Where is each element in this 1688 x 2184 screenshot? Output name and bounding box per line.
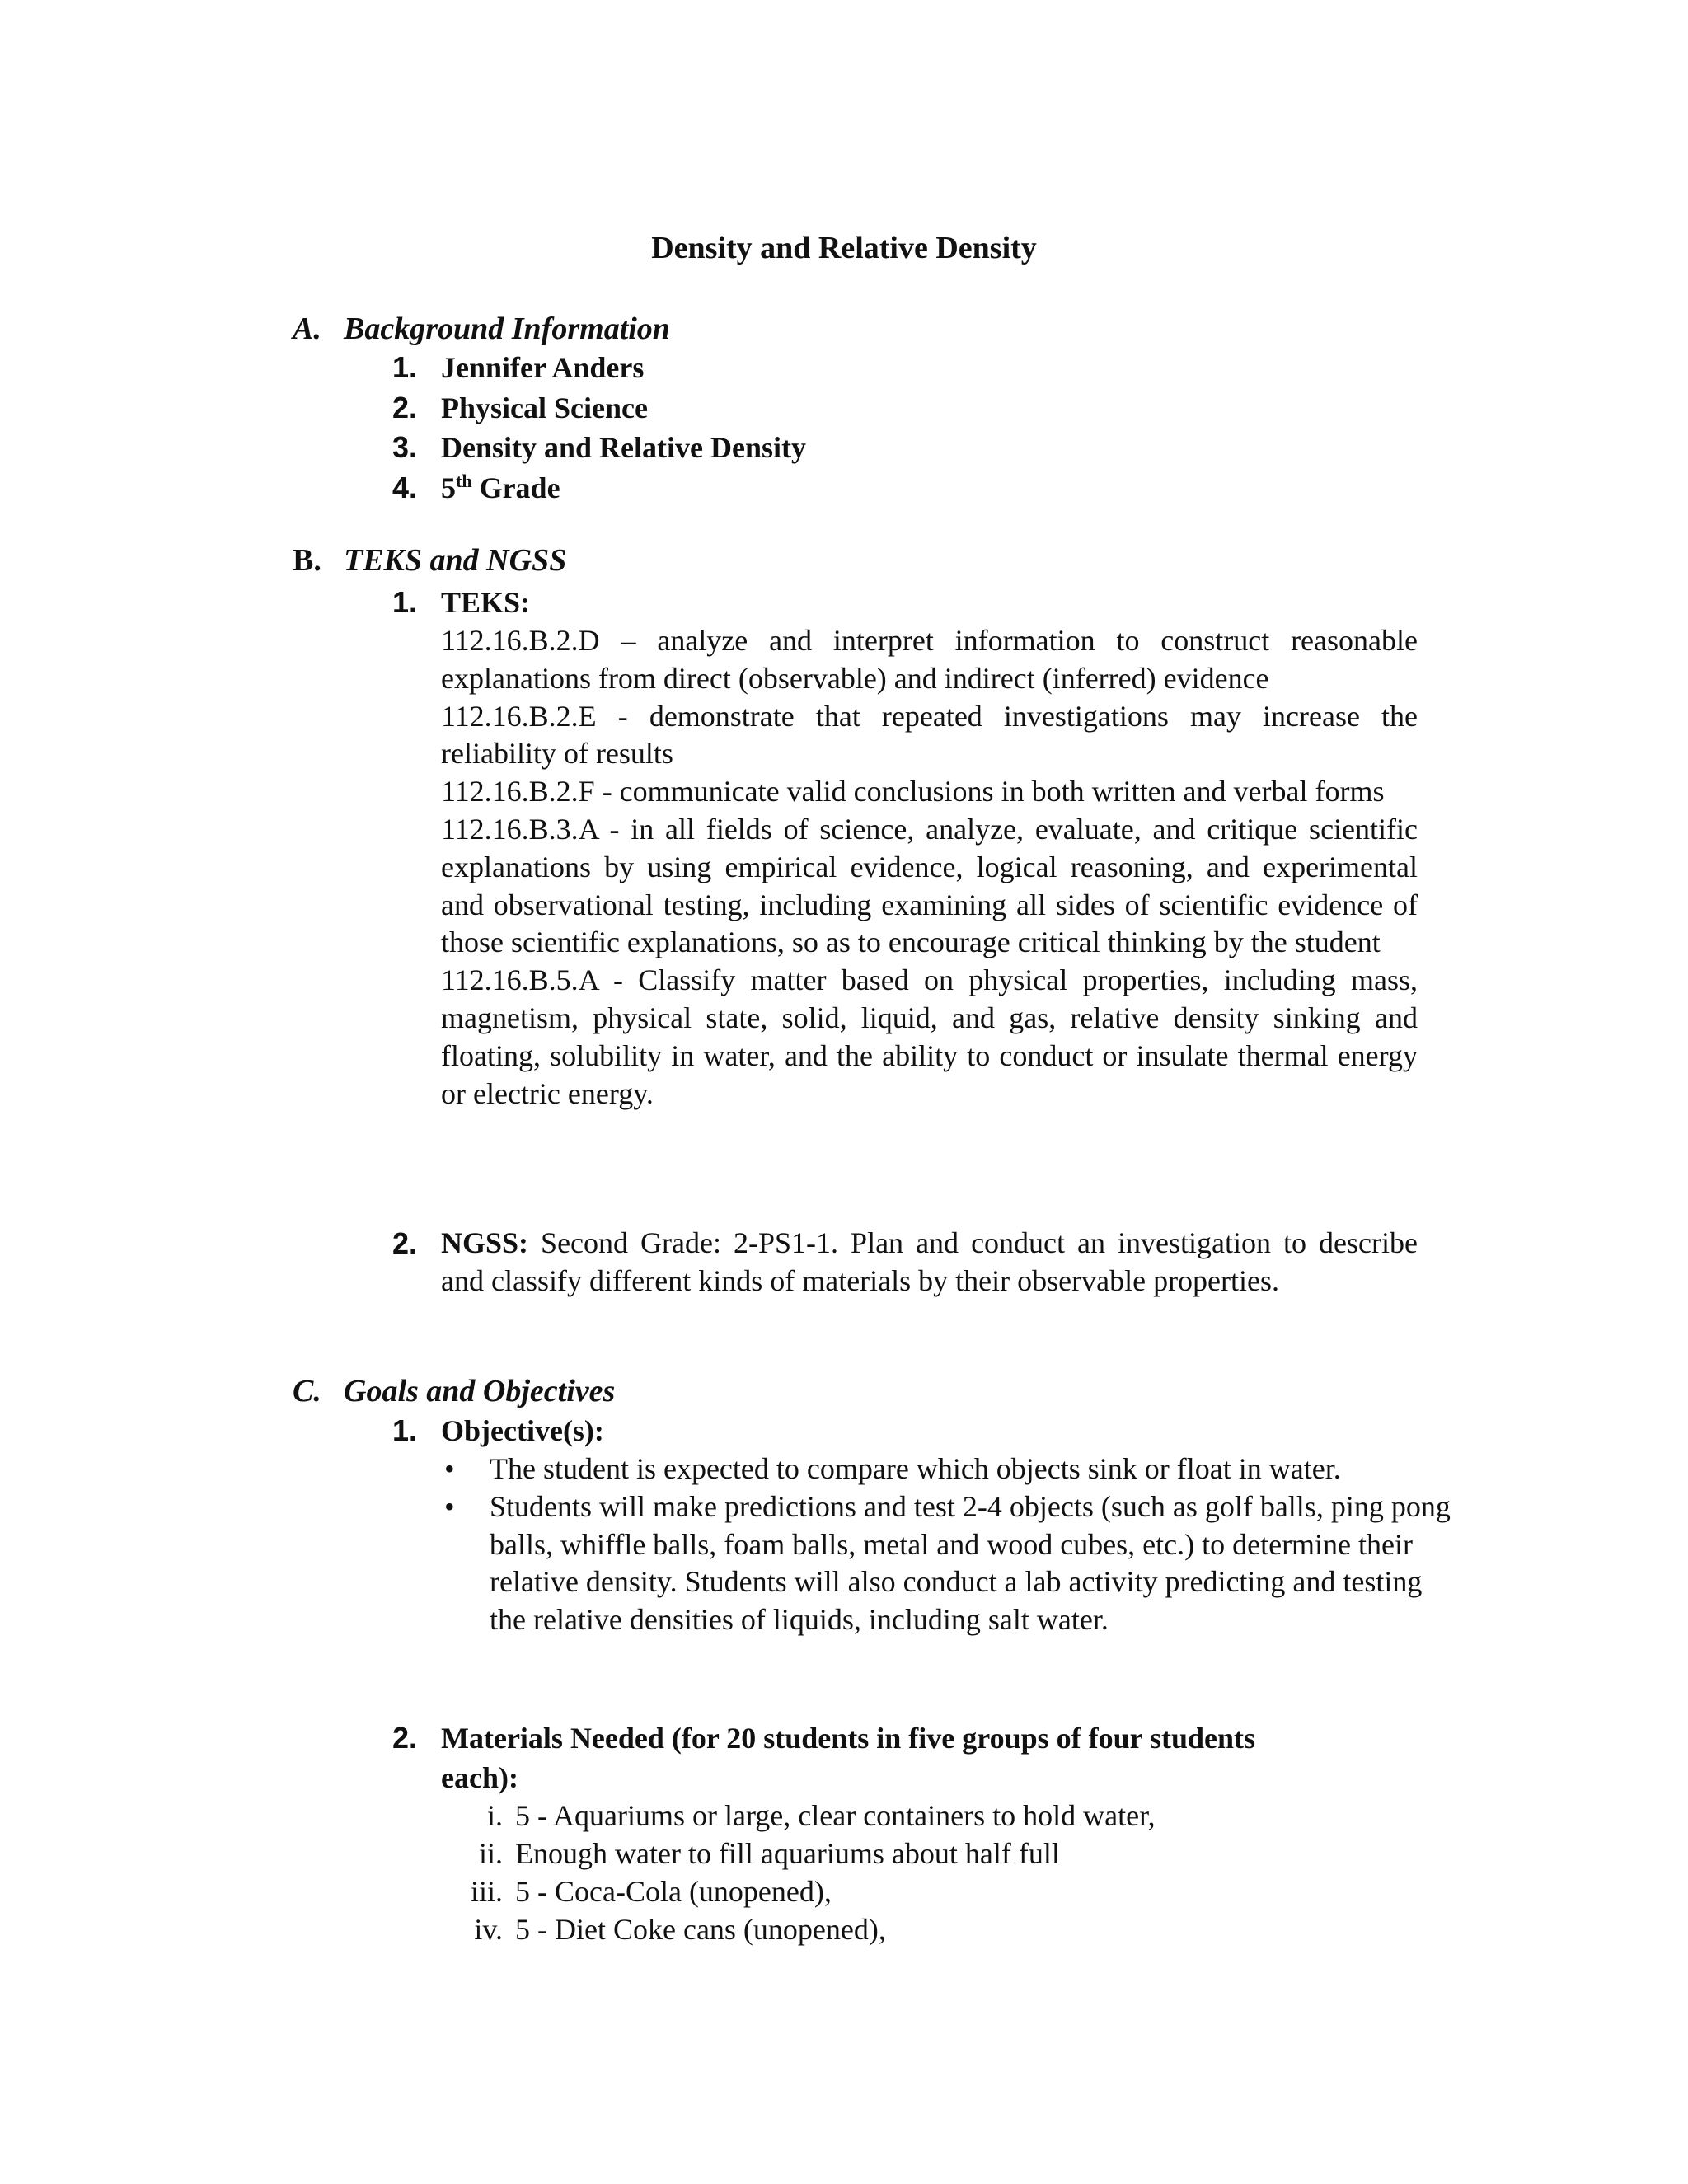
grade-ordinal-suffix: th [456, 471, 472, 491]
ngss-item [392, 1225, 1418, 1300]
roman-numeral: iii. [470, 1875, 503, 1908]
item-text: Density and Relative Density [441, 431, 806, 464]
bullet-marker: • [444, 1452, 455, 1485]
item-number: 2. [392, 1226, 418, 1260]
material-text: 5 - Coca-Cola (unopened), [515, 1875, 832, 1908]
teks-label: TEKS: [441, 586, 531, 619]
grade-label: Grade [471, 471, 560, 504]
teks-standard: 112.16.B.5.A - Classify matter based on physical properties, including mass, magnetism, physical state, solid, liquid, and gas, relative density sinking and floating, solubility in water, and the ability to conduct or insulate thermal energy or electric energy. [441, 963, 1418, 1110]
materials-heading-line-1: Materials Needed (for 20 students in five groups of four students [441, 1722, 1255, 1755]
ngss-text: Second Grade: 2-PS1-1. Plan and conduct an investigation to describe and classify different kinds of materials by their observable properties. [441, 1226, 1418, 1297]
item-number: 1. [392, 1413, 418, 1447]
section-b-title: TEKS and NGSS [344, 543, 567, 578]
grade-number: 5 [441, 471, 456, 504]
item-number: 2. [392, 1721, 418, 1755]
item-text: Jennifer Anders [441, 351, 645, 384]
item-number: 4. [392, 471, 418, 504]
materials-heading-line-2: each): [441, 1761, 518, 1794]
teks-standard: 112.16.B.3.A - in all fields of science, analyze, evaluate, and critique scientific explanations by using empirical evidence, logical reasoning, and experimental and observational testing, including examining all sides of scientific evidence of those scientific explanations, so as to encourage critical thinking by the student [441, 812, 1418, 959]
roman-numeral: iv. [474, 1913, 503, 1946]
list-item [441, 1451, 1388, 1488]
teks-standard: 112.16.B.2.E - demonstrate that repeated investigations may increase the reliability of results [441, 699, 1418, 771]
ngss-body [441, 1225, 1418, 1300]
teks-standard: 112.16.B.2.F - communicate valid conclusions in both written and verbal forms [441, 775, 1385, 808]
item-number: 2. [392, 391, 418, 424]
material-text: 5 - Diet Coke cans (unopened), [515, 1913, 886, 1946]
page-title: Density and Relative Density [651, 231, 1037, 265]
teks-standard: 112.16.B.2.D – analyze and interpret information to construct reasonable explanations from direct (observable) and indirect (inferred) evidence [441, 624, 1418, 695]
section-c-title: Goals and Objectives [344, 1374, 616, 1408]
objective-text: The student is expected to compare which objects sink or float in water. [490, 1452, 1341, 1485]
bullet-marker: • [444, 1489, 455, 1523]
item-text: Physical Science [441, 391, 648, 424]
item-number: 1. [392, 350, 418, 384]
material-text: Enough water to fill aquariums about half full [515, 1837, 1060, 1870]
section-a-heading [293, 310, 670, 348]
material-text: 5 - Aquariums or large, clear containers to hold water, [515, 1799, 1156, 1832]
objectives-list [441, 1451, 1451, 1639]
item-number: 3. [392, 430, 418, 464]
section-a-title: Background Information [344, 312, 670, 346]
teks-standards [441, 622, 1418, 1113]
objectives-label: Objective(s): [441, 1414, 604, 1447]
item-number: 1. [392, 585, 418, 619]
section-c-heading [293, 1372, 615, 1410]
section-b-letter: B. [293, 543, 321, 578]
ngss-label: NGSS: [441, 1226, 529, 1259]
roman-numeral: ii. [478, 1837, 503, 1870]
list-item [441, 1488, 1454, 1639]
item-text [441, 469, 560, 507]
section-b-heading [293, 541, 566, 579]
roman-numeral: i. [486, 1799, 503, 1832]
section-a-letter: A. [293, 312, 321, 346]
objective-text: Students will make predictions and test 2-4 objects (such as golf balls, ping pong balls, whiffle balls, foam balls, metal and wood cubes, etc.) to determine their relative density. Students will also conduct a lab activity predicting and testing the relative densities of liquids, including salt water. [490, 1489, 1451, 1637]
section-c-letter: C. [293, 1374, 321, 1408]
